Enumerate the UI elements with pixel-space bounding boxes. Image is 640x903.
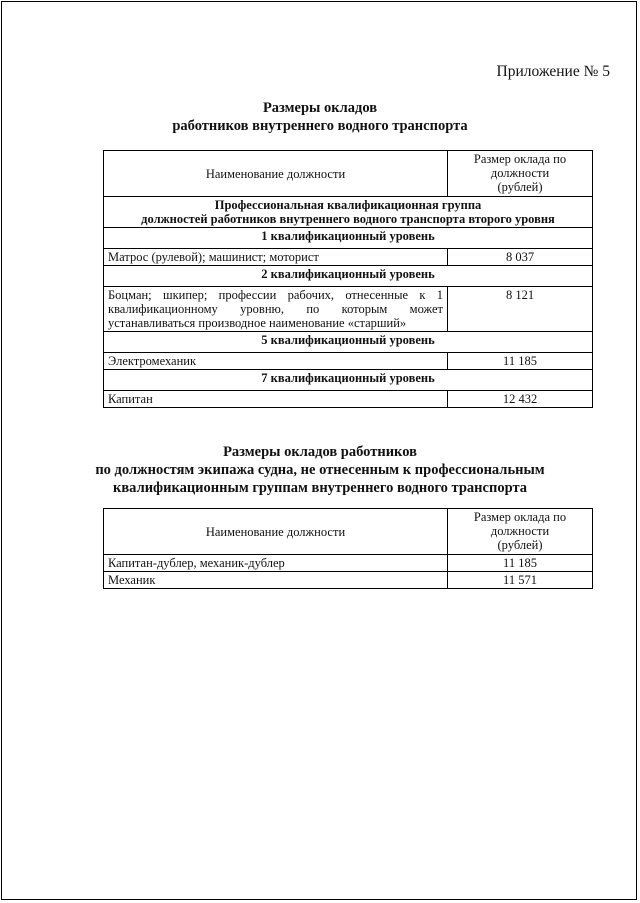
- level-label: 1 квалификационный уровень: [104, 228, 593, 249]
- appendix-label: Приложение № 5: [496, 63, 610, 80]
- header-name-cell: Наименование должности: [104, 509, 448, 555]
- header-salary-line1: Размер оклада по: [473, 152, 567, 166]
- group-title-line2: должностей работников внутреннего водного транспорта второго уровня: [141, 212, 555, 226]
- position-cell: Матрос (рулевой); машинист; моторист: [104, 249, 448, 266]
- group-row: [104, 197, 593, 228]
- table-row: [104, 249, 593, 266]
- level-row: [104, 370, 593, 391]
- section2-title: [0, 443, 640, 497]
- table-row: [104, 353, 593, 370]
- position-cell: Электромеханик: [104, 353, 448, 370]
- group-title-cell: [104, 197, 593, 228]
- header-salary-cell: [448, 509, 593, 555]
- header-salary-line2: должности: [490, 524, 550, 538]
- position-cell: Капитан-дублер, механик-дублер: [104, 555, 448, 572]
- table-row: [104, 572, 593, 589]
- level-row: [104, 228, 593, 249]
- header-salary-line1: Размер оклада по: [473, 510, 567, 524]
- header-salary-line3: (рублей): [497, 180, 543, 194]
- salary-table-1: [103, 150, 593, 408]
- level-row: [104, 332, 593, 353]
- section2-title-line1: Размеры окладов работников: [223, 444, 417, 460]
- section1-title: [0, 99, 640, 135]
- level-label: 7 квалификационный уровень: [104, 370, 593, 391]
- section1-title-line2: работников внутреннего водного транспорта: [172, 118, 468, 134]
- table-row: [104, 391, 593, 408]
- salary-cell: 11 185: [448, 353, 593, 370]
- header-salary-line2: должности: [490, 166, 550, 180]
- level-label: 5 квалификационный уровень: [104, 332, 593, 353]
- table-header-row: [104, 509, 593, 555]
- table-row: [104, 555, 593, 572]
- group-title-line1: Профессиональная квалификационная группа: [214, 198, 482, 212]
- salary-cell: 8 037: [448, 249, 593, 266]
- salary-cell: 8 121: [448, 287, 593, 332]
- table-header-row: [104, 151, 593, 197]
- salary-cell: 11 571: [448, 572, 593, 589]
- level-row: [104, 266, 593, 287]
- header-salary-line3: (рублей): [497, 538, 543, 552]
- salary-cell: 11 185: [448, 555, 593, 572]
- position-cell: Боцман; шкипер; профессии рабочих, отнесенные к 1 квалификационному уровню, по которым может устанавливаться производное наименование «старший»: [104, 287, 448, 332]
- salary-table-2: [103, 508, 593, 589]
- position-cell: Механик: [104, 572, 448, 589]
- header-salary-cell: [448, 151, 593, 197]
- position-cell: Капитан: [104, 391, 448, 408]
- level-label: 2 квалификационный уровень: [104, 266, 593, 287]
- salary-cell: 12 432: [448, 391, 593, 408]
- section1-title-line1: Размеры окладов: [262, 100, 378, 116]
- table-row: [104, 287, 593, 332]
- section2-title-line3: квалификационным группам внутреннего водного транспорта: [113, 480, 527, 496]
- header-name-cell: Наименование должности: [104, 151, 448, 197]
- section2-title-line2: по должностям экипажа судна, не отнесенным к профессиональным: [95, 462, 545, 478]
